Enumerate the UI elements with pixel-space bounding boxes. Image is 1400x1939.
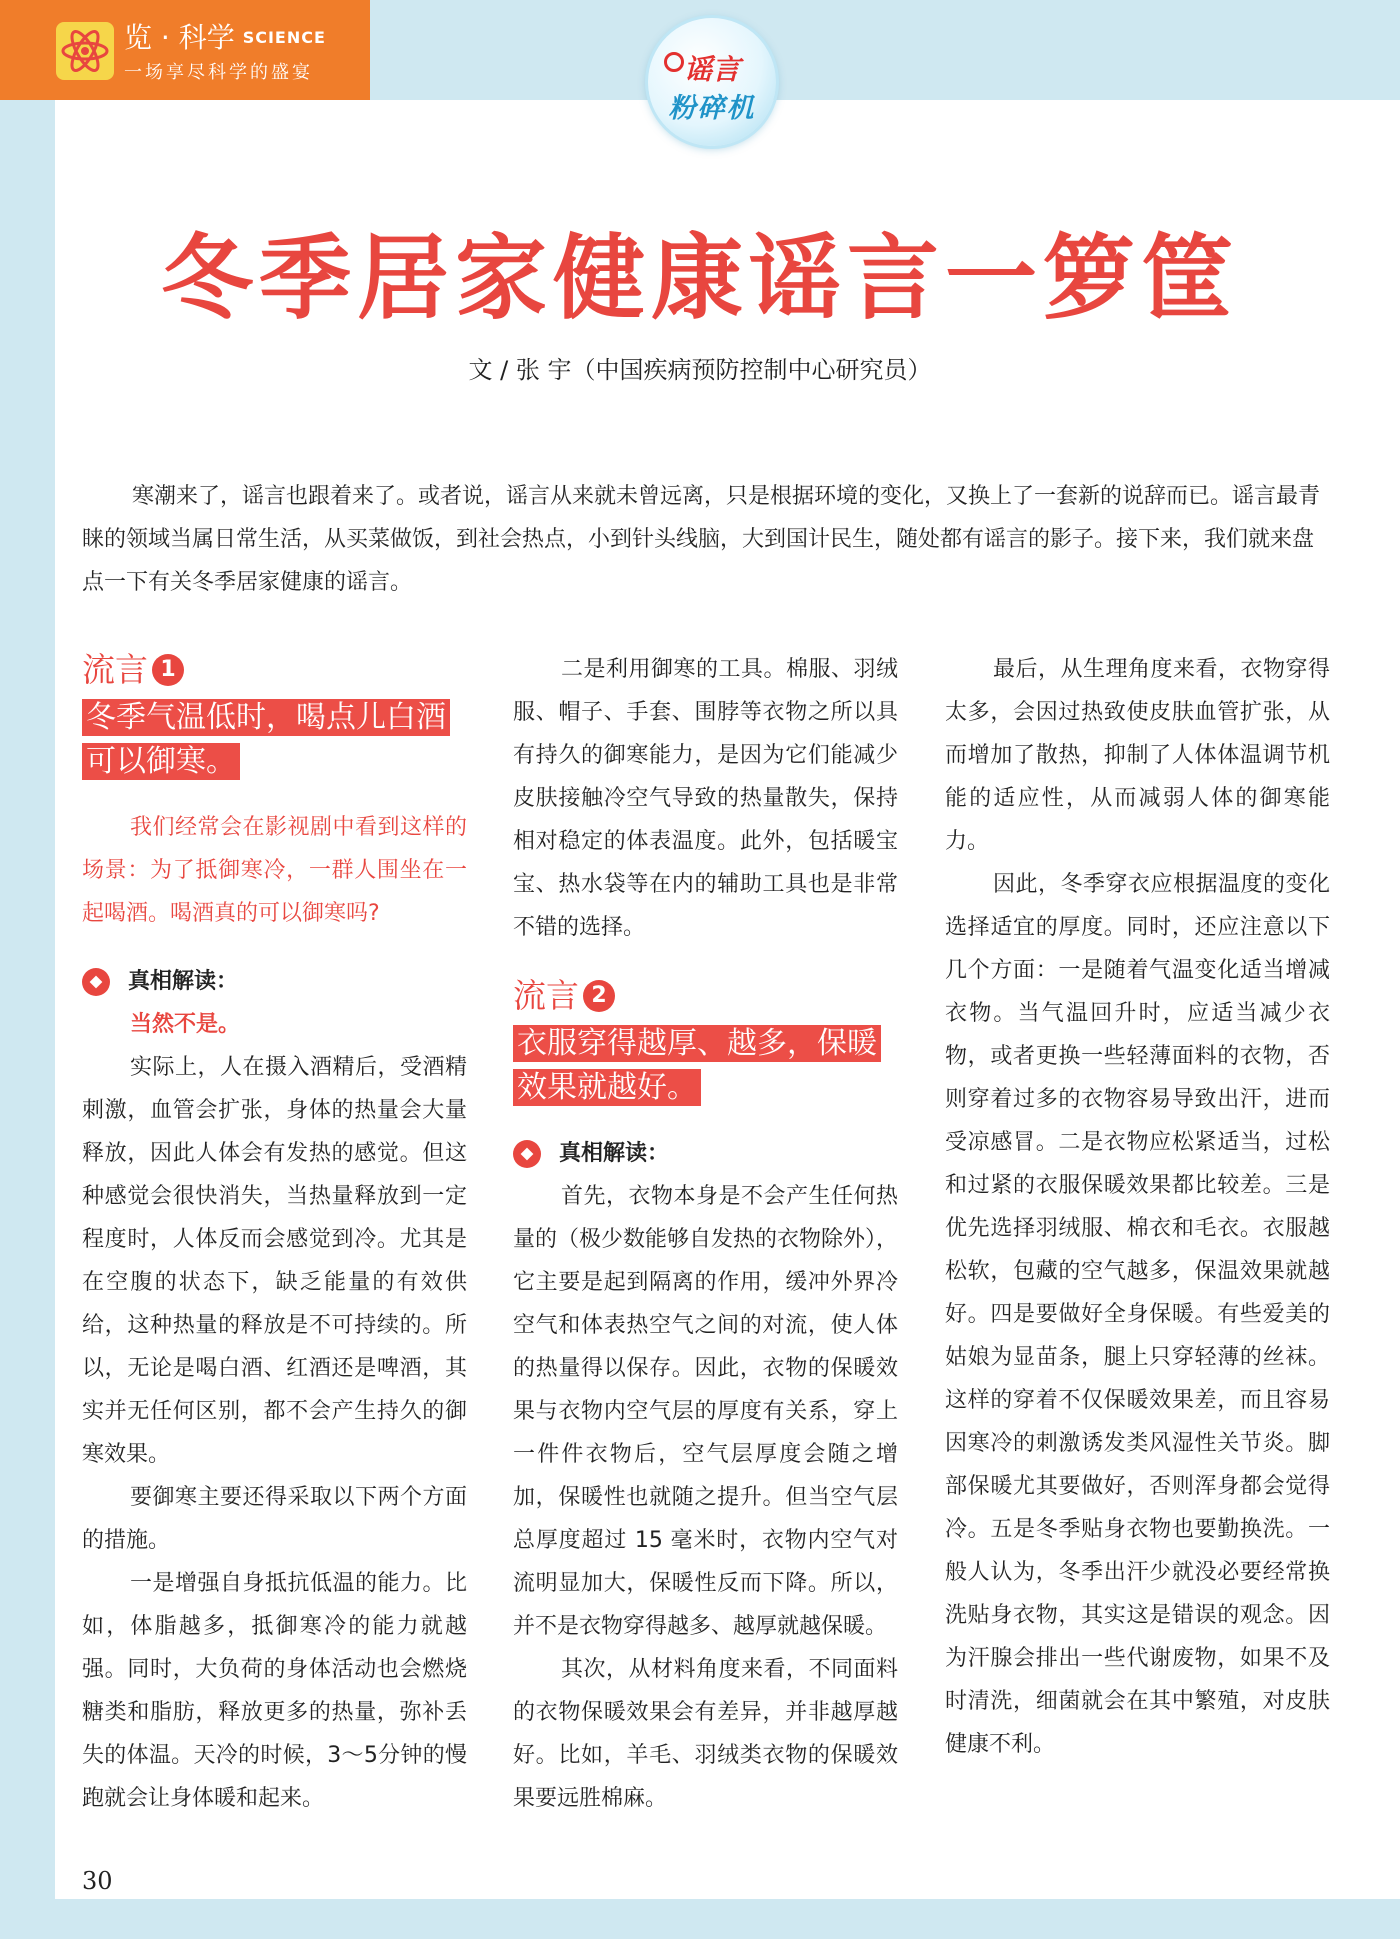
rumor-2-claim: 衣服穿得越厚、越多，保暖效果就越好。	[513, 1022, 898, 1110]
verdict: 当然不是。	[130, 1012, 241, 1037]
atom-logo-icon	[56, 22, 114, 80]
brand-science: SCIENCE	[242, 28, 326, 47]
body-paragraph: 首先，衣物本身是不会产生任何热量的（极少数能够自发热的衣物除外），它主要是起到隔离的作用，缓冲外界冷空气和体表热空气之间的对流，使人体的热量得以保存。因此，衣物的保暖效果与衣物内空气层的厚度有关系，穿上一件件衣物后，空气层厚度会随之增加，保暖性也就随之提升。但当空气层总厚度超过 15 毫米时，衣物内空气对流明显加大，保暖性反而下降。所以，并不是衣物穿得越多、越厚就越保暖。	[513, 1184, 899, 1639]
brand-header	[0, 0, 370, 100]
rumor-crusher-badge	[648, 18, 776, 146]
rumor-1-number: 1	[152, 654, 184, 686]
column-2	[513, 648, 898, 1820]
brand-title: 览 · 科学 SCIENCE	[124, 21, 326, 54]
truth-icon	[82, 968, 110, 996]
body-paragraph: 其次，从材料角度来看，不同面料的衣物保暖效果会有差异，并非越厚越好。比如，羊毛、羽绒类衣物的保暖效果要远胜棉麻。	[513, 1657, 898, 1811]
truth-heading-1: 真相解读：	[82, 960, 467, 1003]
byline: 文 / 张 宇（中国疾病预防控制中心研究员）	[468, 356, 932, 384]
article-title: 冬季居家健康谣言一箩筐	[160, 225, 1239, 332]
intro-paragraph	[82, 475, 1332, 604]
truth-heading-2: 真相解读：	[513, 1132, 898, 1175]
pixel-decoration	[358, 56, 370, 68]
truth-icon	[513, 1140, 541, 1168]
column-1	[82, 648, 467, 1820]
rumor-1-tag: 流言 1	[82, 648, 467, 692]
body-paragraph: 一是增强自身抵抗低温的能力。比如，体脂越多，抵御寒冷的能力就越强。同时，大负荷的身体活动也会燃烧糖类和脂肪，释放更多的热量，弥补丢失的体温。天冷的时候，3～5分钟的慢跑就会让身体暖和起来。	[82, 1571, 467, 1811]
badge-line2: 粉碎机	[668, 93, 756, 124]
body-paragraph: 要御寒主要还得采取以下两个方面的措施。	[82, 1485, 467, 1553]
badge-line1: 谣言	[683, 53, 740, 86]
pixel-decoration	[358, 34, 370, 46]
intro-text: 寒潮来了，谣言也跟着来了。或者说，谣言从来就未曾远离，只是根据环境的变化，又换上了一套新的说辞而已。谣言最青睐的领域当属日常生活，从买菜做饭，到社会热点，小到针头线脑，大到国计民生，随处都有谣言的影子。接下来，我们就来盘点一下有关冬季居家健康的谣言。	[82, 484, 1321, 595]
body-paragraph: 因此，冬季穿衣应根据温度的变化选择适宜的厚度。同时，还应注意以下几个方面：一是随着气温变化适当增减衣物。当气温回升时，应适当减少衣物，或者更换一些轻薄面料的衣物，否则穿着过多的衣物容易导致出汗，进而受凉感冒。二是衣物应松紧适当，过松和过紧的衣服保暖效果都比较差。三是优先选择羽绒服、棉衣和毛衣。衣服越松软，包藏的空气越多，保温效果就越好。四是要做好全身保暖。有些爱美的姑娘为显苗条，腿上只穿轻薄的丝袜。这样的穿着不仅保暖效果差，而且容易因寒冷的刺激诱发类风湿性关节炎。脚部保暖尤其要做好，否则浑身都会觉得冷。五是冬季贴身衣物也要勤换洗。一般人认为，冬季出汗少就没必要经常换洗贴身衣物，其实这是错误的观念。因为汗腺会排出一些代谢废物，如果不及时清洗，细菌就会在其中繁殖，对皮肤健康不利。	[945, 872, 1330, 1757]
pixel-decoration	[358, 12, 370, 24]
body-paragraph: 最后，从生理角度来看，衣物穿得太多，会因过热致使皮肤血管扩张，从而增加了散热，抑制了人体体温调节机能的适应性，从而减弱人体的御寒能力。	[945, 657, 1330, 854]
body-paragraph: 实际上，人在摄入酒精后，受酒精刺激，血管会扩张，身体的热量会大量释放，因此人体会有发热的感觉。但这种感觉会很快消失，当热量释放到一定程度时，人体反而会感觉到冷。尤其是在空腹的状态下，缺乏能量的有效供给，这种热量的释放是不可持续的。所以，无论是喝白酒、红酒还是啤酒，其实并无任何区别，都不会产生持久的御寒效果。	[82, 1055, 467, 1467]
column-3	[945, 648, 1330, 1766]
rumor-2-number: 2	[583, 980, 615, 1012]
brand-slogan: 一场享尽科学的盛宴	[124, 62, 313, 83]
body-paragraph: 二是利用御寒的工具。棉服、羽绒服、帽子、手套、围脖等衣物之所以具有持久的御寒能力，是因为它们能减少皮肤接触冷空气导致的热量散失，保持相对稳定的体表温度。此外，包括暖宝宝、热水袋等在内的辅助工具也是非常不错的选择。	[513, 657, 898, 940]
page-number: 30	[82, 1867, 113, 1895]
rumor-1-question: 我们经常会在影视剧中看到这样的场景：为了抵御寒冷，一群人围坐在一起喝酒。喝酒真的可以御寒吗?	[82, 815, 467, 926]
rumor-2-tag: 流言 2	[513, 974, 898, 1018]
rumor-1-claim: 冬季气温低时，喝点儿白酒可以御寒。	[82, 696, 467, 784]
